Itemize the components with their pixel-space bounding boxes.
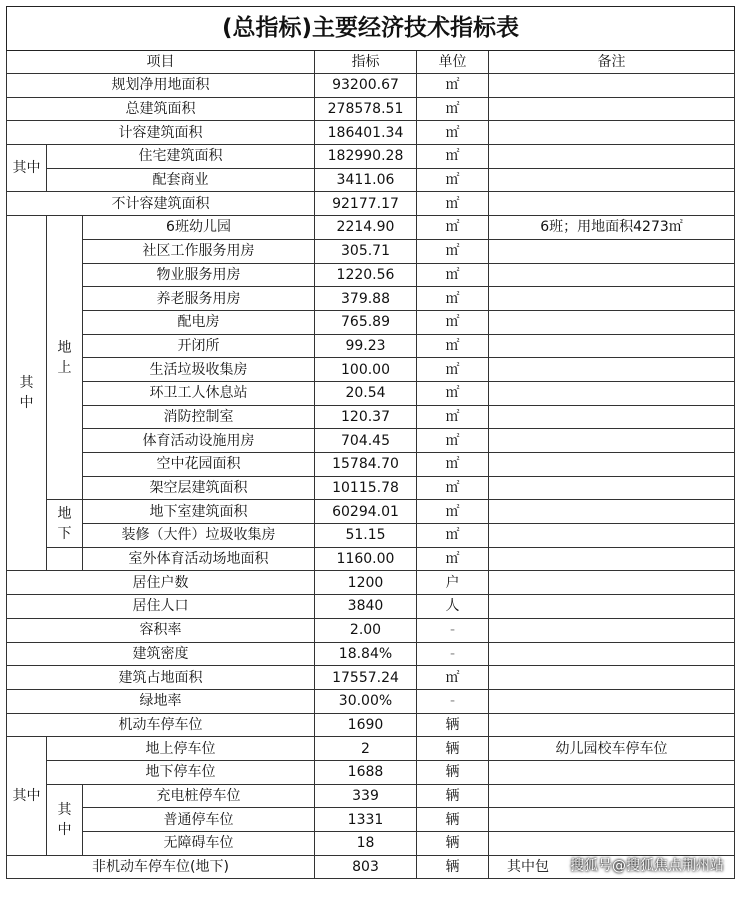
table-row — [7, 429, 735, 453]
table-row — [7, 74, 735, 98]
row-unit: 辆 — [417, 808, 489, 832]
row-item: 配套商业 — [47, 168, 315, 192]
row-note — [489, 192, 735, 216]
table-row — [7, 737, 735, 761]
row-note: 其中包 — [489, 855, 735, 879]
group-label-qizhong-parking-inner: 其 中 — [47, 784, 83, 855]
table-row — [7, 381, 735, 405]
table-row — [7, 334, 735, 358]
row-unit: ㎡ — [417, 97, 489, 121]
row-note — [489, 760, 735, 784]
table-row — [7, 689, 735, 713]
row-note — [489, 74, 735, 98]
row-item: 住宅建筑面积 — [47, 145, 315, 169]
row-note — [489, 145, 735, 169]
row-value: 30.00% — [315, 689, 417, 713]
row-item: 架空层建筑面积 — [83, 476, 315, 500]
row-value: 2214.90 — [315, 216, 417, 240]
row-unit: ㎡ — [417, 547, 489, 571]
row-value: 1160.00 — [315, 547, 417, 571]
table-row — [7, 571, 735, 595]
row-item: 社区工作服务用房 — [83, 239, 315, 263]
table-row — [7, 453, 735, 477]
table-row — [7, 500, 735, 524]
row-item: 装修（大件）垃圾收集房 — [83, 524, 315, 548]
row-item: 容积率 — [7, 618, 315, 642]
group-label-dixia: 地 下 — [47, 500, 83, 547]
row-note — [489, 121, 735, 145]
row-unit: ㎡ — [417, 405, 489, 429]
table-row — [7, 595, 735, 619]
row-item: 开闭所 — [83, 334, 315, 358]
table-title: (总指标)主要经济技术指标表 — [7, 7, 735, 51]
table-row — [7, 618, 735, 642]
row-note — [489, 784, 735, 808]
group-label-qizhong-parking: 其中 — [7, 737, 47, 855]
row-unit: - — [417, 689, 489, 713]
row-item: 建筑占地面积 — [7, 666, 315, 690]
row-value: 186401.34 — [315, 121, 417, 145]
row-unit: ㎡ — [417, 192, 489, 216]
row-unit: 辆 — [417, 760, 489, 784]
row-unit: ㎡ — [417, 121, 489, 145]
row-item: 6班幼儿园 — [83, 216, 315, 240]
row-unit: 辆 — [417, 737, 489, 761]
row-item: 地下停车位 — [47, 760, 315, 784]
row-note — [489, 358, 735, 382]
row-item: 养老服务用房 — [83, 287, 315, 311]
row-value: 15784.70 — [315, 453, 417, 477]
row-note — [489, 263, 735, 287]
row-value: 99.23 — [315, 334, 417, 358]
row-unit: ㎡ — [417, 524, 489, 548]
row-value: 1688 — [315, 760, 417, 784]
row-note — [489, 405, 735, 429]
row-value: 100.00 — [315, 358, 417, 382]
table-row — [7, 524, 735, 548]
table-row — [7, 642, 735, 666]
row-item: 生活垃圾收集房 — [83, 358, 315, 382]
indicator-sheet — [6, 6, 734, 879]
row-item: 消防控制室 — [83, 405, 315, 429]
row-unit: 人 — [417, 595, 489, 619]
row-item: 居住人口 — [7, 595, 315, 619]
row-unit: 辆 — [417, 713, 489, 737]
row-item: 空中花园面积 — [83, 453, 315, 477]
row-value: 305.71 — [315, 239, 417, 263]
table-row — [7, 287, 735, 311]
row-value: 17557.24 — [315, 666, 417, 690]
row-value: 20.54 — [315, 381, 417, 405]
row-value: 379.88 — [315, 287, 417, 311]
table-row — [7, 121, 735, 145]
row-unit: ㎡ — [417, 168, 489, 192]
header-value: 指标 — [315, 51, 417, 74]
row-note — [489, 476, 735, 500]
row-unit: ㎡ — [417, 287, 489, 311]
row-unit: ㎡ — [417, 358, 489, 382]
row-unit: ㎡ — [417, 74, 489, 98]
row-note — [489, 808, 735, 832]
row-value: 10115.78 — [315, 476, 417, 500]
row-value: 18 — [315, 832, 417, 856]
row-item: 充电桩停车位 — [83, 784, 315, 808]
row-note — [489, 310, 735, 334]
row-item: 配电房 — [83, 310, 315, 334]
row-spacer — [47, 547, 83, 571]
row-value: 3411.06 — [315, 168, 417, 192]
row-note — [489, 642, 735, 666]
table-row — [7, 168, 735, 192]
row-value: 93200.67 — [315, 74, 417, 98]
row-item: 无障碍车位 — [83, 832, 315, 856]
row-note — [489, 97, 735, 121]
row-note — [489, 168, 735, 192]
table-row — [7, 760, 735, 784]
row-item: 总建筑面积 — [7, 97, 315, 121]
table-row — [7, 666, 735, 690]
row-value: 339 — [315, 784, 417, 808]
header-unit: 单位 — [417, 51, 489, 74]
group-label-qizhong-2: 其 中 — [7, 216, 47, 571]
row-value: 120.37 — [315, 405, 417, 429]
row-value: 60294.01 — [315, 500, 417, 524]
table-row — [7, 832, 735, 856]
row-item: 绿地率 — [7, 689, 315, 713]
row-item: 环卫工人休息站 — [83, 381, 315, 405]
header-row — [7, 51, 735, 74]
row-item: 机动车停车位 — [7, 713, 315, 737]
row-value: 278578.51 — [315, 97, 417, 121]
group-label-dishang: 地 上 — [47, 216, 83, 500]
row-item: 室外体育活动场地面积 — [83, 547, 315, 571]
row-note: 6班；用地面积4273㎡ — [489, 216, 735, 240]
row-value: 765.89 — [315, 310, 417, 334]
row-unit: ㎡ — [417, 216, 489, 240]
row-note — [489, 832, 735, 856]
row-item: 地下室建筑面积 — [83, 500, 315, 524]
table-row — [7, 358, 735, 382]
row-item: 计容建筑面积 — [7, 121, 315, 145]
row-item: 建筑密度 — [7, 642, 315, 666]
row-note — [489, 618, 735, 642]
row-note — [489, 595, 735, 619]
row-item: 地上停车位 — [47, 737, 315, 761]
table-row — [7, 145, 735, 169]
row-value: 2 — [315, 737, 417, 761]
row-unit: - — [417, 642, 489, 666]
indicator-table — [6, 6, 735, 879]
row-value: 92177.17 — [315, 192, 417, 216]
row-note — [489, 689, 735, 713]
row-unit: 辆 — [417, 784, 489, 808]
row-value: 1331 — [315, 808, 417, 832]
row-note: 幼儿园校车停车位 — [489, 737, 735, 761]
row-value: 1220.56 — [315, 263, 417, 287]
row-unit: 辆 — [417, 855, 489, 879]
row-value: 1690 — [315, 713, 417, 737]
row-item: 居住户数 — [7, 571, 315, 595]
header-note: 备注 — [489, 51, 735, 74]
row-note — [489, 239, 735, 263]
row-unit: ㎡ — [417, 334, 489, 358]
table-row — [7, 547, 735, 571]
row-unit: ㎡ — [417, 239, 489, 263]
row-unit: ㎡ — [417, 429, 489, 453]
row-unit: ㎡ — [417, 476, 489, 500]
row-item: 规划净用地面积 — [7, 74, 315, 98]
row-value: 182990.28 — [315, 145, 417, 169]
table-row — [7, 216, 735, 240]
row-unit: ㎡ — [417, 381, 489, 405]
table-row — [7, 405, 735, 429]
row-value: 2.00 — [315, 618, 417, 642]
row-unit: ㎡ — [417, 145, 489, 169]
row-item: 物业服务用房 — [83, 263, 315, 287]
table-row — [7, 239, 735, 263]
row-item: 非机动车停车位(地下) — [7, 855, 315, 879]
table-row — [7, 713, 735, 737]
row-unit: ㎡ — [417, 666, 489, 690]
watermark: 搜狐号@搜狐焦点荆州站 — [570, 858, 724, 875]
row-item: 不计容建筑面积 — [7, 192, 315, 216]
table-row — [7, 808, 735, 832]
row-note — [489, 429, 735, 453]
row-value: 51.15 — [315, 524, 417, 548]
row-value: 3840 — [315, 595, 417, 619]
row-note — [489, 381, 735, 405]
row-unit: ㎡ — [417, 453, 489, 477]
row-note — [489, 571, 735, 595]
row-note — [489, 547, 735, 571]
row-unit: 辆 — [417, 832, 489, 856]
row-unit: ㎡ — [417, 500, 489, 524]
row-unit: - — [417, 618, 489, 642]
row-note — [489, 453, 735, 477]
row-value: 803 — [315, 855, 417, 879]
row-note — [489, 666, 735, 690]
header-item: 项目 — [7, 51, 315, 74]
row-value: 18.84% — [315, 642, 417, 666]
row-item: 体育活动设施用房 — [83, 429, 315, 453]
row-note — [489, 524, 735, 548]
table-row — [7, 476, 735, 500]
row-item: 普通停车位 — [83, 808, 315, 832]
row-value: 704.45 — [315, 429, 417, 453]
row-unit: 户 — [417, 571, 489, 595]
row-value: 1200 — [315, 571, 417, 595]
row-note — [489, 334, 735, 358]
row-unit: ㎡ — [417, 263, 489, 287]
row-unit: ㎡ — [417, 310, 489, 334]
table-row — [7, 192, 735, 216]
row-note — [489, 500, 735, 524]
table-row — [7, 97, 735, 121]
table-row — [7, 263, 735, 287]
table-row — [7, 784, 735, 808]
row-note — [489, 713, 735, 737]
table-row — [7, 310, 735, 334]
row-note — [489, 287, 735, 311]
group-label-qizhong: 其中 — [7, 145, 47, 192]
